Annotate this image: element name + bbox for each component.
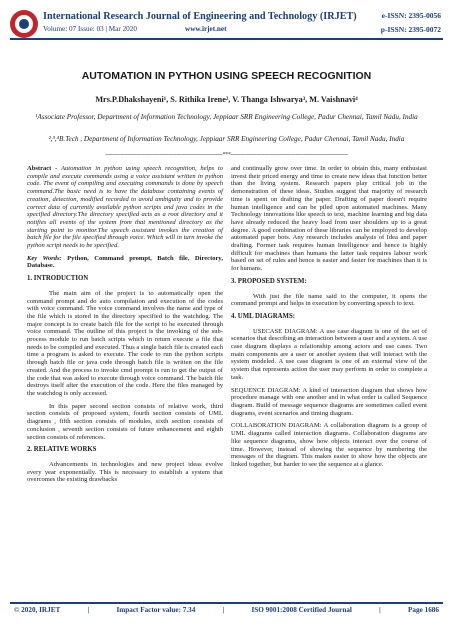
affiliation-2: ²,³,⁴B.Tech , Department of Information Technology, Jeppiaar SRR Engineering College, Padur Chennai, Tamil Nadu, India (48, 135, 405, 143)
footer-iso: ISO 9001:2008 Certified Journal (251, 606, 352, 614)
heading-relative-works: 2. RELATIVE WORKS (27, 446, 97, 454)
heading-proposed-system: 3. PROPOSED SYSTEM: (231, 277, 307, 285)
heading-introduction: 1. INTRODUCTION (27, 275, 89, 283)
footer-rule (10, 602, 443, 604)
paper-title: AUTOMATION IN PYTHON USING SPEECH RECOGNITION (81, 70, 372, 82)
footer-sep-2: | (222, 606, 225, 614)
intro-paragraph-2: In this paper second section consists of relative work, third section consists of proposed system, fourth section consists of UML diagrams , fifth section consists of modules, sixth section consists of conclusion , seventh section consists of future enhancement and eighth section consists of references. (27, 402, 223, 441)
intro-paragraph-1: The main aim of the project is to automatically open the command prompt and do auto compilation and execution of the codes with voice command. The voice command involves the name and type of the file which is stored in the directory specified to the watchdog. The major concept is to create batch file for the script to be executed through voice command. The outline of this project is the invoking of the sub-process module to run batch scripts which in return execute a file that needs to be compiled and executed. Thus a single batch file is created each time a program is asked to execute. The code to run the python scripts through batch file or java code through batch file is written on the file created. And the process to invoke cmd prompt is run to get the output of the code that was asked to execute through voice command. The batch file destroys itself after the execution of the code. Here the files managed by the watchdog is only accessed. (27, 289, 223, 397)
footer-copyright: © 2020, IRJET (14, 606, 61, 614)
section-separator: ---------------------------------------------------------------------***--------------------------------------------------------------------- (105, 152, 348, 158)
abstract-label: Abstract - (27, 165, 58, 172)
keywords-text: Python, Command prompt, Batch file, Directory, Database. (27, 254, 223, 270)
collaboration-paragraph: COLLABORATION DIAGRAM: A collaboration diagram is a group of UML diagrams called interaction diagrams. Collaboration diagrams are like sequence diagrams, show how objects interact over the course of time. However, instead of showing the sequence by numbering the messages of the diagram. This makes easier to show how the objects are linked together, but harder to see the sequence at a glance. (231, 422, 427, 468)
right-column (231, 165, 427, 474)
journal-volume: Volume: 07 Issue: 03 | Mar 2020 (43, 25, 137, 33)
e-issn: e-ISSN: 2395-0056 (381, 11, 441, 20)
journal-header (0, 0, 453, 62)
keywords-label: Key Words: (27, 254, 62, 262)
footer-sep-1: | (87, 606, 90, 614)
keywords (27, 255, 223, 270)
page-footer (14, 606, 439, 614)
affiliation-1: ¹Associate Professor, Department of Information Technology, Jeppiaar SRR Engineering College, Padur Chennai, Tamil Nadu, India (35, 113, 418, 121)
footer-page: Page 1686 (408, 606, 439, 614)
irjet-logo-icon (9, 9, 39, 39)
proposed-system-paragraph: With just the file name said to the computer, it opens the command prompt and helps in execution by converting speech to text. (231, 292, 427, 308)
relative-works-paragraph: Advancements in technologies and new project ideas evolve every year exponentially. This is necessary to establish a system that overcomes the existing drawbacks (27, 460, 223, 484)
p-issn: p-ISSN: 2395-0072 (380, 25, 441, 34)
footer-sep-3: | (379, 606, 381, 614)
footer-impact: Impact Factor value: 7.34 (116, 606, 196, 614)
abstract (27, 165, 223, 250)
header-rule (10, 38, 443, 40)
journal-website[interactable]: www.irjet.net (185, 25, 227, 33)
usecase-paragraph: USECASE DIAGRAM: A use case diagram is one of the set of scenarios that describing an interaction between a user and a system. A use case diagram displays a relationship among actors and use cases. Two main components are a user or another system that will interact with the system modeled. A use case diagram is one of an external view of the system that represents action the user may perform in order to complete a task. (231, 327, 427, 381)
paper-authors: Mrs.P.Dhakshayeni¹, S. Rithika Irene², V. Thanga Ishwarya³, M. Vaishnavi⁴ (95, 95, 358, 104)
journal-title: International Research Journal of Engineering and Technology (IRJET) (43, 11, 357, 22)
sequence-paragraph: SEQUENCE DIAGRAM: A kind of interaction diagram that shows how procedure manage with one another and in what order is called Sequence diagram. Build of message sequence diagrams are sometimes called event diagrams, event scenarios and timing diagram. (231, 386, 427, 417)
left-column (27, 165, 223, 489)
relative-works-continued: and continually grow over time. In order to obtain this, many enthusiast invest their priced energy and time to create new ideas that function better than the living system. Research papers play critical job in the demonstration of these ideas. Studies suggest that majority of research time is spent on drafting the paper. Drafting of paper doesn't require human intelligence and can be piled upon automated machines. Many Technology innovations like speech to text, machine learning and big data have already reduced the heavy load from user shoulders up to a great degree. A good combination of these libraries can be employed to develop automated paper bots. Any research includes analysis of Idea and paper drafting. Former task requires human Intelligence and hence is highly difficult for machines than humans the latter task requires labour work based on set of rules and hence is easier and faster for machines than it is for humans. (231, 165, 427, 273)
heading-uml-diagrams: 4. UML DIAGRAMS: (231, 312, 296, 320)
abstract-text: Automation in python using speech recognition, helps to compile and execute commands using a voice assistant written in python code. The event of compiling and executing commands is done by speech command.The basic need is to have the database containing events of creation, detection, modified recorded to avoid ambiguity and to provide correct data of currently available python scripts and java codes in the specified directory.The directory specified acts as a root directory and it notifies all events of the system from that mentioned directory as the starting point to monitor.The speech assistant invokes the creation of batch file for the file specified through voice. Which will in turn invoke the python script needs to be specified. (27, 165, 223, 250)
